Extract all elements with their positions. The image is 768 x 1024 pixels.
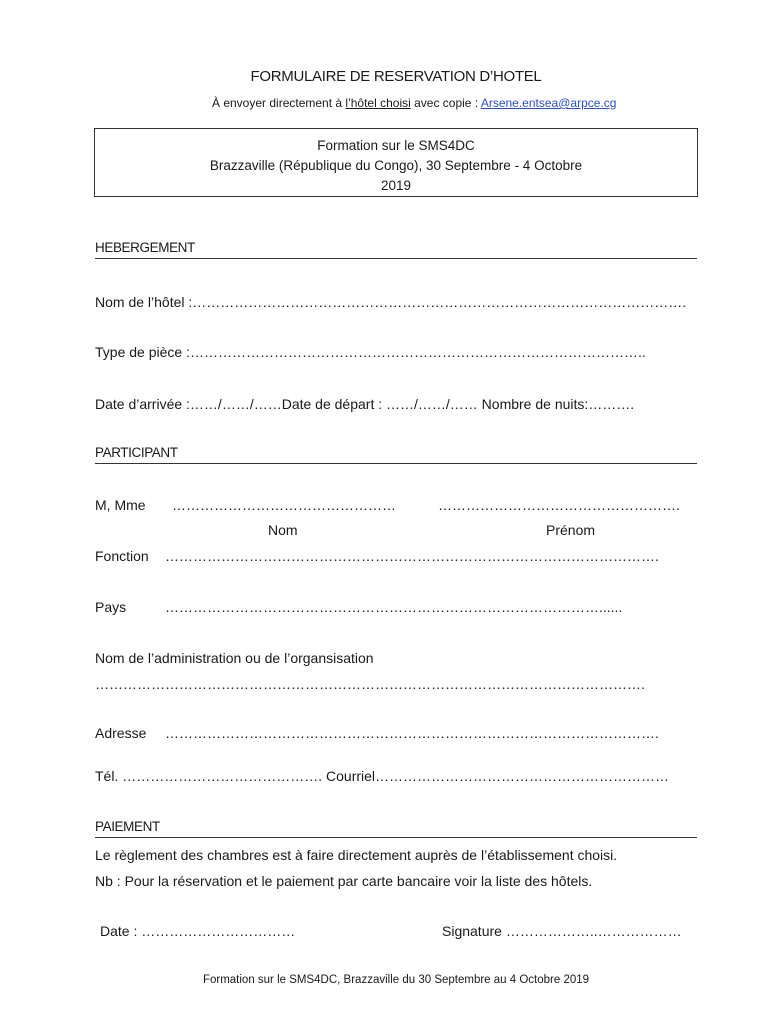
event-info-box — [94, 128, 698, 197]
fonction-label: Fonction — [95, 548, 149, 564]
email-link[interactable]: Arsene.entsea@arpce.cg — [480, 96, 617, 110]
date-field[interactable]: Date : …………………………… — [100, 923, 296, 939]
payment-note-2: Nb : Pour la réservation et le paiement par carte bancaire voir la liste des hôtels. — [95, 873, 593, 889]
firstname-field[interactable]: ……………………………………………. — [438, 497, 680, 513]
hotel-name-field[interactable]: Nom de l’hôtel :……………………………………………………………………………………………. — [95, 294, 687, 310]
pays-field[interactable]: …………………………………………………………………………………...... — [165, 599, 623, 615]
prenom-caption: Prénom — [546, 522, 596, 538]
event-line-2: Brazzaville (République du Congo), 30 Septembre - 4 Octobre — [209, 158, 583, 173]
hotel-choice-text: l’hôtel choisi — [345, 96, 411, 110]
title-label: M, Mme — [95, 497, 146, 513]
send-prefix: À envoyer directement à — [212, 96, 346, 110]
tel-email-field[interactable]: Tél. ……………………………………. Courriel……………………………………………………… — [95, 768, 670, 784]
adresse-label: Adresse — [95, 725, 147, 741]
pays-label: Pays — [95, 599, 127, 615]
signature-field[interactable]: Signature ………………..……………… — [442, 923, 682, 939]
room-type-field[interactable]: Type de pièce :…………………………………………………………………………………….. — [95, 344, 646, 360]
org-field[interactable]: ………………………………………………………………………………………………………. — [95, 676, 645, 692]
send-instructions — [212, 96, 616, 110]
event-line-1: Formation sur le SMS4DC — [317, 138, 475, 153]
name-field[interactable]: ………………………………………… — [172, 497, 396, 513]
page-footer: Formation sur le SMS4DC, Brazzaville du 30 Septembre au 4 Octobre 2019 — [202, 974, 590, 986]
nom-caption: Nom — [268, 522, 298, 538]
section-hebergement-heading: HEBERGEMENT — [95, 240, 697, 259]
payment-note-1: Le règlement des chambres est à faire directement auprès de l’établissement choisi. — [95, 847, 618, 863]
form-title: FORMULAIRE DE RESERVATION D’HOTEL — [250, 68, 542, 85]
section-paiement-heading: PAIEMENT — [95, 819, 697, 838]
adresse-field[interactable]: ……………………………………………………………………………………………. — [165, 725, 659, 741]
dates-field[interactable]: Date d’arrivée :……/……/……Date de départ : ……/……/…… Nombre de nuits:………. — [95, 396, 635, 412]
section-participant-heading: PARTICIPANT — [95, 445, 697, 464]
org-label: Nom de l’administration ou de l’organsisation — [95, 650, 374, 666]
send-middle: avec copie : — [410, 96, 481, 110]
event-line-3: 2019 — [380, 178, 412, 193]
fonction-field[interactable]: ……………………………………………………………………………………………. — [165, 548, 659, 564]
